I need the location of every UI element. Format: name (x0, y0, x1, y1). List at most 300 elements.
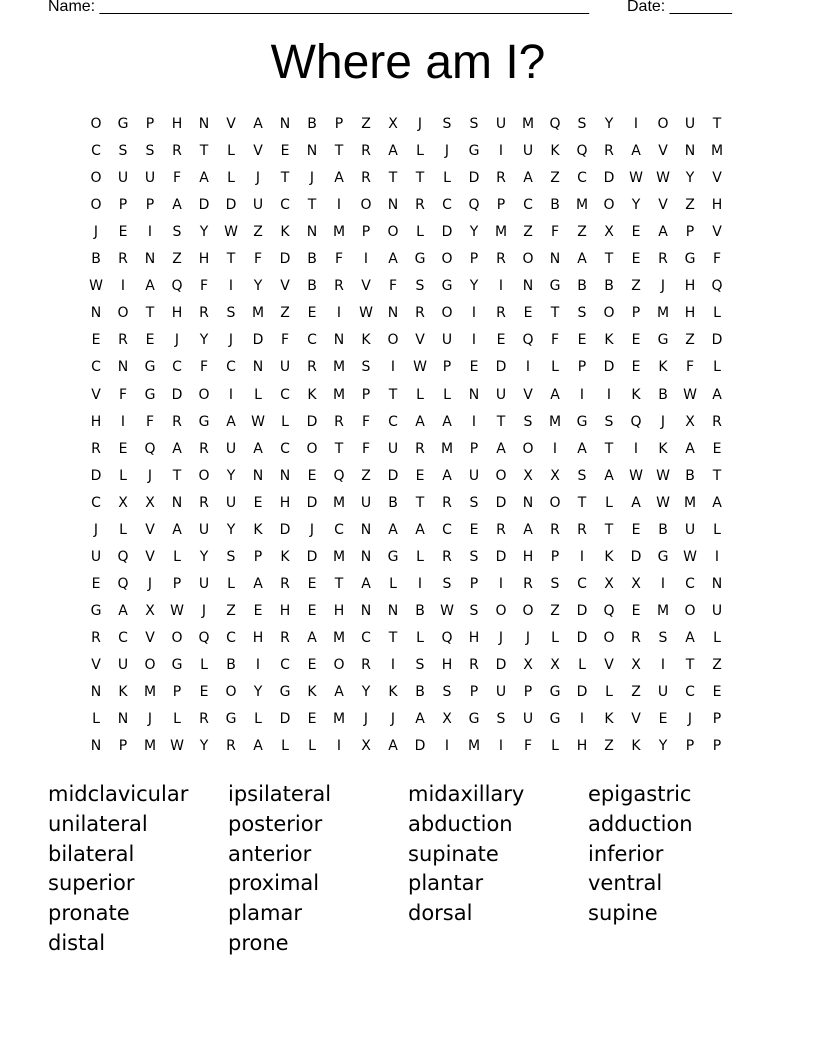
grid-letter: X (604, 575, 614, 592)
grid-letter: E (469, 521, 479, 538)
grid-letter: F (334, 251, 344, 268)
grid-letter: R (91, 440, 101, 457)
grid-row (0, 354, 816, 381)
grid-letter: K (631, 386, 641, 403)
grid-letter: U (495, 684, 507, 701)
word-list-item: anterior (228, 841, 312, 866)
grid-letter: R (280, 575, 290, 592)
grid-letter: K (280, 548, 290, 565)
grid-letter: F (199, 359, 209, 376)
grid-letter: G (468, 711, 480, 728)
grid-letter: T (388, 629, 398, 646)
word-list-item: plantar (408, 871, 484, 896)
grid-letter: K (307, 684, 317, 701)
grid-letter: D (468, 170, 480, 187)
grid-letter: A (415, 521, 425, 538)
grid-letter: C (91, 359, 101, 376)
grid-letter: C (280, 657, 290, 673)
grid-letter: D (279, 251, 291, 268)
grid-letter: K (118, 684, 128, 701)
grid-letter: J (228, 332, 234, 349)
word-list-item: adduction (588, 811, 693, 836)
grid-letter: D (225, 197, 237, 214)
grid-letter: I (336, 197, 342, 214)
grid-letter: L (389, 575, 397, 592)
word-list-item: inferior (588, 841, 664, 866)
grid-letter: K (253, 521, 263, 538)
grid-letter: L (227, 575, 235, 592)
grid-letter: X (631, 575, 641, 592)
grid-letter: H (576, 738, 588, 755)
grid-letter: J (147, 575, 153, 592)
grid-letter: C (334, 521, 344, 538)
grid-letter: Z (361, 467, 371, 484)
grid-row (0, 544, 816, 571)
grid-letter: O (387, 332, 399, 349)
grid-row (0, 219, 816, 246)
grid-letter: X (145, 494, 155, 511)
grid-letter: M (332, 548, 346, 565)
grid-row (0, 273, 816, 300)
grid-letter: B (658, 521, 668, 538)
grid-letter: A (172, 440, 182, 457)
grid-letter: A (361, 575, 371, 592)
grid-letter: O (144, 657, 156, 673)
grid-letter: E (631, 359, 641, 376)
word-column (228, 780, 408, 959)
grid-letter: B (658, 386, 668, 403)
grid-letter: L (605, 494, 613, 511)
grid-letter: E (118, 440, 128, 457)
grid-letter: O (360, 197, 372, 214)
grid-letter: A (712, 494, 722, 511)
grid-letter: W (224, 224, 238, 241)
grid-letter: F (361, 413, 371, 430)
grid-letter: M (332, 224, 346, 241)
grid-letter: C (361, 629, 371, 646)
grid-letter: K (550, 143, 560, 160)
word-list-item: pronate (48, 901, 130, 926)
grid-letter: C (91, 143, 101, 160)
grid-letter: I (147, 224, 153, 241)
grid-letter: T (550, 305, 560, 322)
grid-letter: C (91, 494, 101, 511)
grid-letter: O (306, 440, 318, 457)
grid-letter: L (551, 629, 559, 646)
grid-letter: G (225, 711, 237, 728)
word-column (408, 780, 588, 929)
grid-letter: U (657, 684, 669, 701)
grid-letter: I (255, 657, 261, 673)
grid-letter: B (604, 278, 614, 295)
grid-letter: D (306, 494, 318, 511)
grid-letter: U (198, 575, 210, 592)
grid-letter: R (631, 629, 641, 646)
grid-letter: A (415, 711, 425, 728)
grid-row (0, 490, 816, 517)
grid-letter: Q (522, 332, 534, 349)
grid-letter: Z (685, 197, 695, 214)
grid-letter: C (280, 440, 290, 457)
grid-letter: Q (630, 413, 642, 430)
grid-letter: O (603, 197, 615, 214)
grid-letter: J (660, 278, 666, 295)
grid-letter: N (468, 386, 480, 403)
grid-letter: W (359, 305, 373, 322)
grid-letter: R (226, 738, 236, 755)
grid-letter: X (550, 657, 560, 673)
grid-letter: E (91, 575, 101, 592)
grid-letter: Z (604, 738, 614, 755)
grid-letter: Q (171, 278, 183, 295)
grid-letter: M (710, 143, 724, 160)
grid-letter: A (685, 629, 695, 646)
grid-letter: X (604, 224, 614, 241)
grid-letter: P (172, 684, 182, 701)
grid-letter: I (498, 143, 504, 160)
grid-letter: X (523, 657, 533, 673)
grid-letter: U (117, 170, 129, 187)
grid-letter: I (579, 548, 585, 565)
grid-letter: K (388, 684, 398, 701)
grid-letter: K (658, 359, 668, 376)
grid-letter: R (199, 494, 209, 511)
grid-letter: G (414, 251, 426, 268)
grid-letter: C (226, 629, 236, 646)
grid-letter: R (442, 548, 452, 565)
grid-letter: O (198, 467, 210, 484)
grid-letter: X (550, 467, 560, 484)
grid-letter: A (442, 467, 452, 484)
grid-letter: L (713, 629, 721, 646)
grid-letter: N (306, 143, 318, 160)
grid-letter: G (549, 684, 561, 701)
grid-letter: Y (253, 278, 263, 295)
grid-letter: I (390, 359, 396, 376)
grid-letter: X (685, 413, 695, 430)
grid-letter: U (522, 711, 534, 728)
grid-letter: N (522, 494, 534, 511)
grid-letter: B (550, 197, 560, 214)
grid-letter: V (712, 170, 722, 187)
word-list-item: superior (48, 871, 135, 896)
grid-letter: M (521, 116, 535, 132)
grid-letter: L (605, 684, 613, 701)
grid-row (0, 517, 816, 544)
grid-letter: T (280, 170, 290, 187)
grid-letter: W (89, 278, 103, 295)
word-list-item: midaxillary (408, 782, 525, 806)
grid-letter: Q (441, 629, 453, 646)
grid-letter: R (415, 440, 425, 457)
grid-letter: N (279, 467, 291, 484)
grid-letter: O (117, 305, 129, 322)
grid-letter: T (307, 197, 317, 214)
grid-letter: P (361, 386, 371, 403)
grid-letter: D (279, 711, 291, 728)
grid-letter: L (173, 548, 181, 565)
grid-letter: R (712, 413, 722, 430)
grid-letter: H (684, 278, 696, 295)
word-list-item: supine (588, 901, 658, 926)
grid-letter: N (117, 359, 129, 376)
grid-letter: D (603, 170, 615, 187)
grid-letter: A (172, 197, 182, 214)
grid-letter: V (658, 197, 668, 214)
grid-letter: M (656, 602, 670, 619)
grid-letter: N (387, 197, 399, 214)
grid-letter: F (712, 251, 722, 268)
grid-letter: S (172, 224, 182, 241)
grid-letter: V (253, 143, 263, 160)
grid-letter: D (576, 684, 588, 701)
grid-letter: A (307, 629, 317, 646)
grid-letter: S (145, 143, 155, 160)
grid-letter: Y (253, 684, 263, 701)
grid-letter: S (442, 116, 452, 132)
grid-letter: J (687, 711, 693, 728)
grid-letter: T (388, 386, 398, 403)
grid-letter: U (279, 359, 291, 376)
grid-row (0, 246, 816, 273)
grid-letter: E (91, 332, 101, 349)
grid-letter: O (387, 224, 399, 241)
grid-letter: J (417, 116, 423, 132)
grid-letter: N (279, 116, 291, 132)
grid-letter: W (629, 170, 643, 187)
grid-letter: P (253, 548, 263, 565)
word-list-item: posterior (228, 811, 323, 836)
grid-letter: V (145, 521, 155, 538)
grid-letter: A (577, 251, 587, 268)
grid-letter: R (442, 494, 452, 511)
grid-letter: P (334, 116, 344, 132)
grid-letter: Y (199, 224, 209, 241)
word-list-item: midclavicular (48, 782, 189, 806)
grid-letter: A (523, 521, 533, 538)
grid-letter: R (91, 629, 101, 646)
grid-letter: O (171, 629, 183, 646)
grid-letter: S (604, 413, 614, 430)
grid-row (0, 165, 816, 192)
grid-letter: L (227, 170, 235, 187)
grid-letter: U (360, 494, 372, 511)
grid-letter: E (577, 332, 587, 349)
word-list-item: proximal (228, 871, 320, 896)
grid-letter: O (657, 116, 669, 132)
grid-letter: I (606, 386, 612, 403)
grid-letter: R (334, 413, 344, 430)
grid-letter: A (604, 467, 614, 484)
grid-letter: I (579, 711, 585, 728)
grid-letter: O (522, 602, 534, 619)
grid-letter: R (334, 278, 344, 295)
grid-letter: J (498, 629, 504, 646)
word-column (48, 780, 228, 959)
grid-letter: C (442, 521, 452, 538)
grid-letter: A (226, 413, 236, 430)
grid-letter: R (496, 305, 506, 322)
grid-letter: G (468, 143, 480, 160)
grid-letter: Y (199, 548, 209, 565)
grid-letter: I (228, 386, 234, 403)
grid-letter: R (199, 711, 209, 728)
grid-letter: C (523, 197, 533, 214)
grid-letter: M (332, 359, 346, 376)
grid-letter: F (199, 278, 209, 295)
grid-letter: Q (711, 278, 723, 295)
grid-letter: G (387, 548, 399, 565)
grid-letter: C (685, 684, 695, 701)
grid-letter: T (685, 657, 695, 673)
grid-letter: Q (198, 629, 210, 646)
grid-letter: S (469, 494, 479, 511)
grid-letter: U (711, 602, 723, 619)
grid-letter: E (307, 467, 317, 484)
grid-letter: E (307, 711, 317, 728)
grid-letter: N (252, 467, 264, 484)
grid-letter: T (604, 521, 614, 538)
grid-letter: J (255, 170, 261, 187)
grid-letter: H (441, 657, 453, 673)
grid-letter: J (309, 170, 315, 187)
grid-letter: O (225, 684, 237, 701)
grid-letter: S (442, 575, 452, 592)
word-list-item: supinate (408, 841, 499, 866)
grid-letter: W (656, 170, 670, 187)
grid-letter: E (307, 305, 317, 322)
grid-letter: Q (333, 467, 345, 484)
grid-letter: N (117, 711, 129, 728)
grid-letter: Q (603, 602, 615, 619)
grid-letter: Y (226, 467, 236, 484)
grid-letter: G (279, 684, 291, 701)
grid-letter: D (711, 332, 723, 349)
grid-letter: D (306, 548, 318, 565)
grid-letter: O (90, 170, 102, 187)
grid-letter: B (226, 657, 236, 673)
grid-letter: M (575, 197, 589, 214)
grid-letter: S (118, 143, 128, 160)
grid-letter: C (442, 197, 452, 214)
grid-letter: T (334, 575, 344, 592)
grid-letter: P (523, 684, 533, 701)
page-title: Where am I? (270, 36, 546, 89)
grid-letter: Q (576, 143, 588, 160)
grid-letter: D (90, 467, 102, 484)
grid-letter: C (280, 197, 290, 214)
grid-row (0, 463, 816, 490)
grid-letter: J (93, 224, 99, 241)
grid-letter: H (90, 413, 102, 430)
grid-letter: Y (604, 116, 614, 132)
grid-letter: W (170, 602, 184, 619)
grid-letter: D (171, 386, 183, 403)
grid-letter: I (633, 116, 639, 132)
grid-letter: V (415, 332, 425, 349)
grid-letter: B (307, 116, 317, 132)
grid-letter: X (118, 494, 128, 511)
grid-letter: P (469, 440, 479, 457)
grid-letter: I (633, 440, 639, 457)
grid-letter: G (684, 251, 696, 268)
grid-letter: Y (469, 224, 479, 241)
grid-letter: R (361, 170, 371, 187)
grid-letter: I (228, 278, 234, 295)
grid-letter: H (279, 494, 291, 511)
grid-row (0, 327, 816, 354)
grid-letter: B (685, 467, 695, 484)
grid-letter: I (336, 738, 342, 755)
grid-letter: Z (172, 251, 182, 268)
grid-letter: P (577, 359, 587, 376)
grid-letter: R (361, 657, 371, 673)
grid-letter: G (171, 657, 183, 673)
grid-letter: A (388, 251, 398, 268)
grid-letter: T (199, 143, 209, 160)
grid-letter: S (658, 629, 668, 646)
grid-letter: Z (280, 305, 290, 322)
grid-letter: P (712, 738, 722, 755)
grid-letter: P (469, 251, 479, 268)
grid-letter: K (307, 386, 317, 403)
grid-letter: O (198, 386, 210, 403)
grid-letter: F (118, 386, 128, 403)
grid-letter: K (604, 548, 614, 565)
grid-letter: J (444, 143, 450, 160)
grid-letter: O (333, 657, 345, 673)
grid-letter: M (467, 738, 481, 755)
grid-letter: J (93, 521, 99, 538)
grid-letter: Z (712, 657, 722, 673)
grid-letter: T (334, 143, 344, 160)
grid-letter: S (550, 575, 560, 592)
grid-letter: C (685, 575, 695, 592)
grid-letter: P (145, 197, 155, 214)
grid-letter: M (332, 711, 346, 728)
grid-letter: Y (658, 738, 668, 755)
grid-letter: E (307, 657, 317, 673)
grid-letter: F (145, 413, 155, 430)
grid-letter: L (254, 711, 262, 728)
grid-letter: L (713, 305, 721, 322)
grid-letter: A (442, 413, 452, 430)
grid-letter: N (90, 305, 102, 322)
grid-letter: E (415, 467, 425, 484)
grid-letter: L (281, 413, 289, 430)
grid-letter: P (118, 197, 128, 214)
grid-letter: L (713, 359, 721, 376)
grid-letter: I (471, 305, 477, 322)
grid-letter: I (498, 278, 504, 295)
grid-letter: Z (253, 224, 263, 241)
name-field: Name: _______________________________________________________ (48, 0, 589, 15)
grid-letter: F (685, 359, 695, 376)
grid-letter: W (683, 548, 697, 565)
grid-letter: G (441, 278, 453, 295)
grid-letter: B (415, 602, 425, 619)
grid-letter: B (388, 494, 398, 511)
grid-letter: P (469, 575, 479, 592)
grid-letter: P (685, 224, 695, 241)
grid-letter: H (711, 197, 723, 214)
grid-letter: C (280, 386, 290, 403)
grid-letter: L (551, 738, 559, 755)
grid-letter: Z (550, 602, 560, 619)
grid-row (0, 436, 816, 463)
grid-letter: N (711, 575, 723, 592)
grid-letter: C (226, 359, 236, 376)
